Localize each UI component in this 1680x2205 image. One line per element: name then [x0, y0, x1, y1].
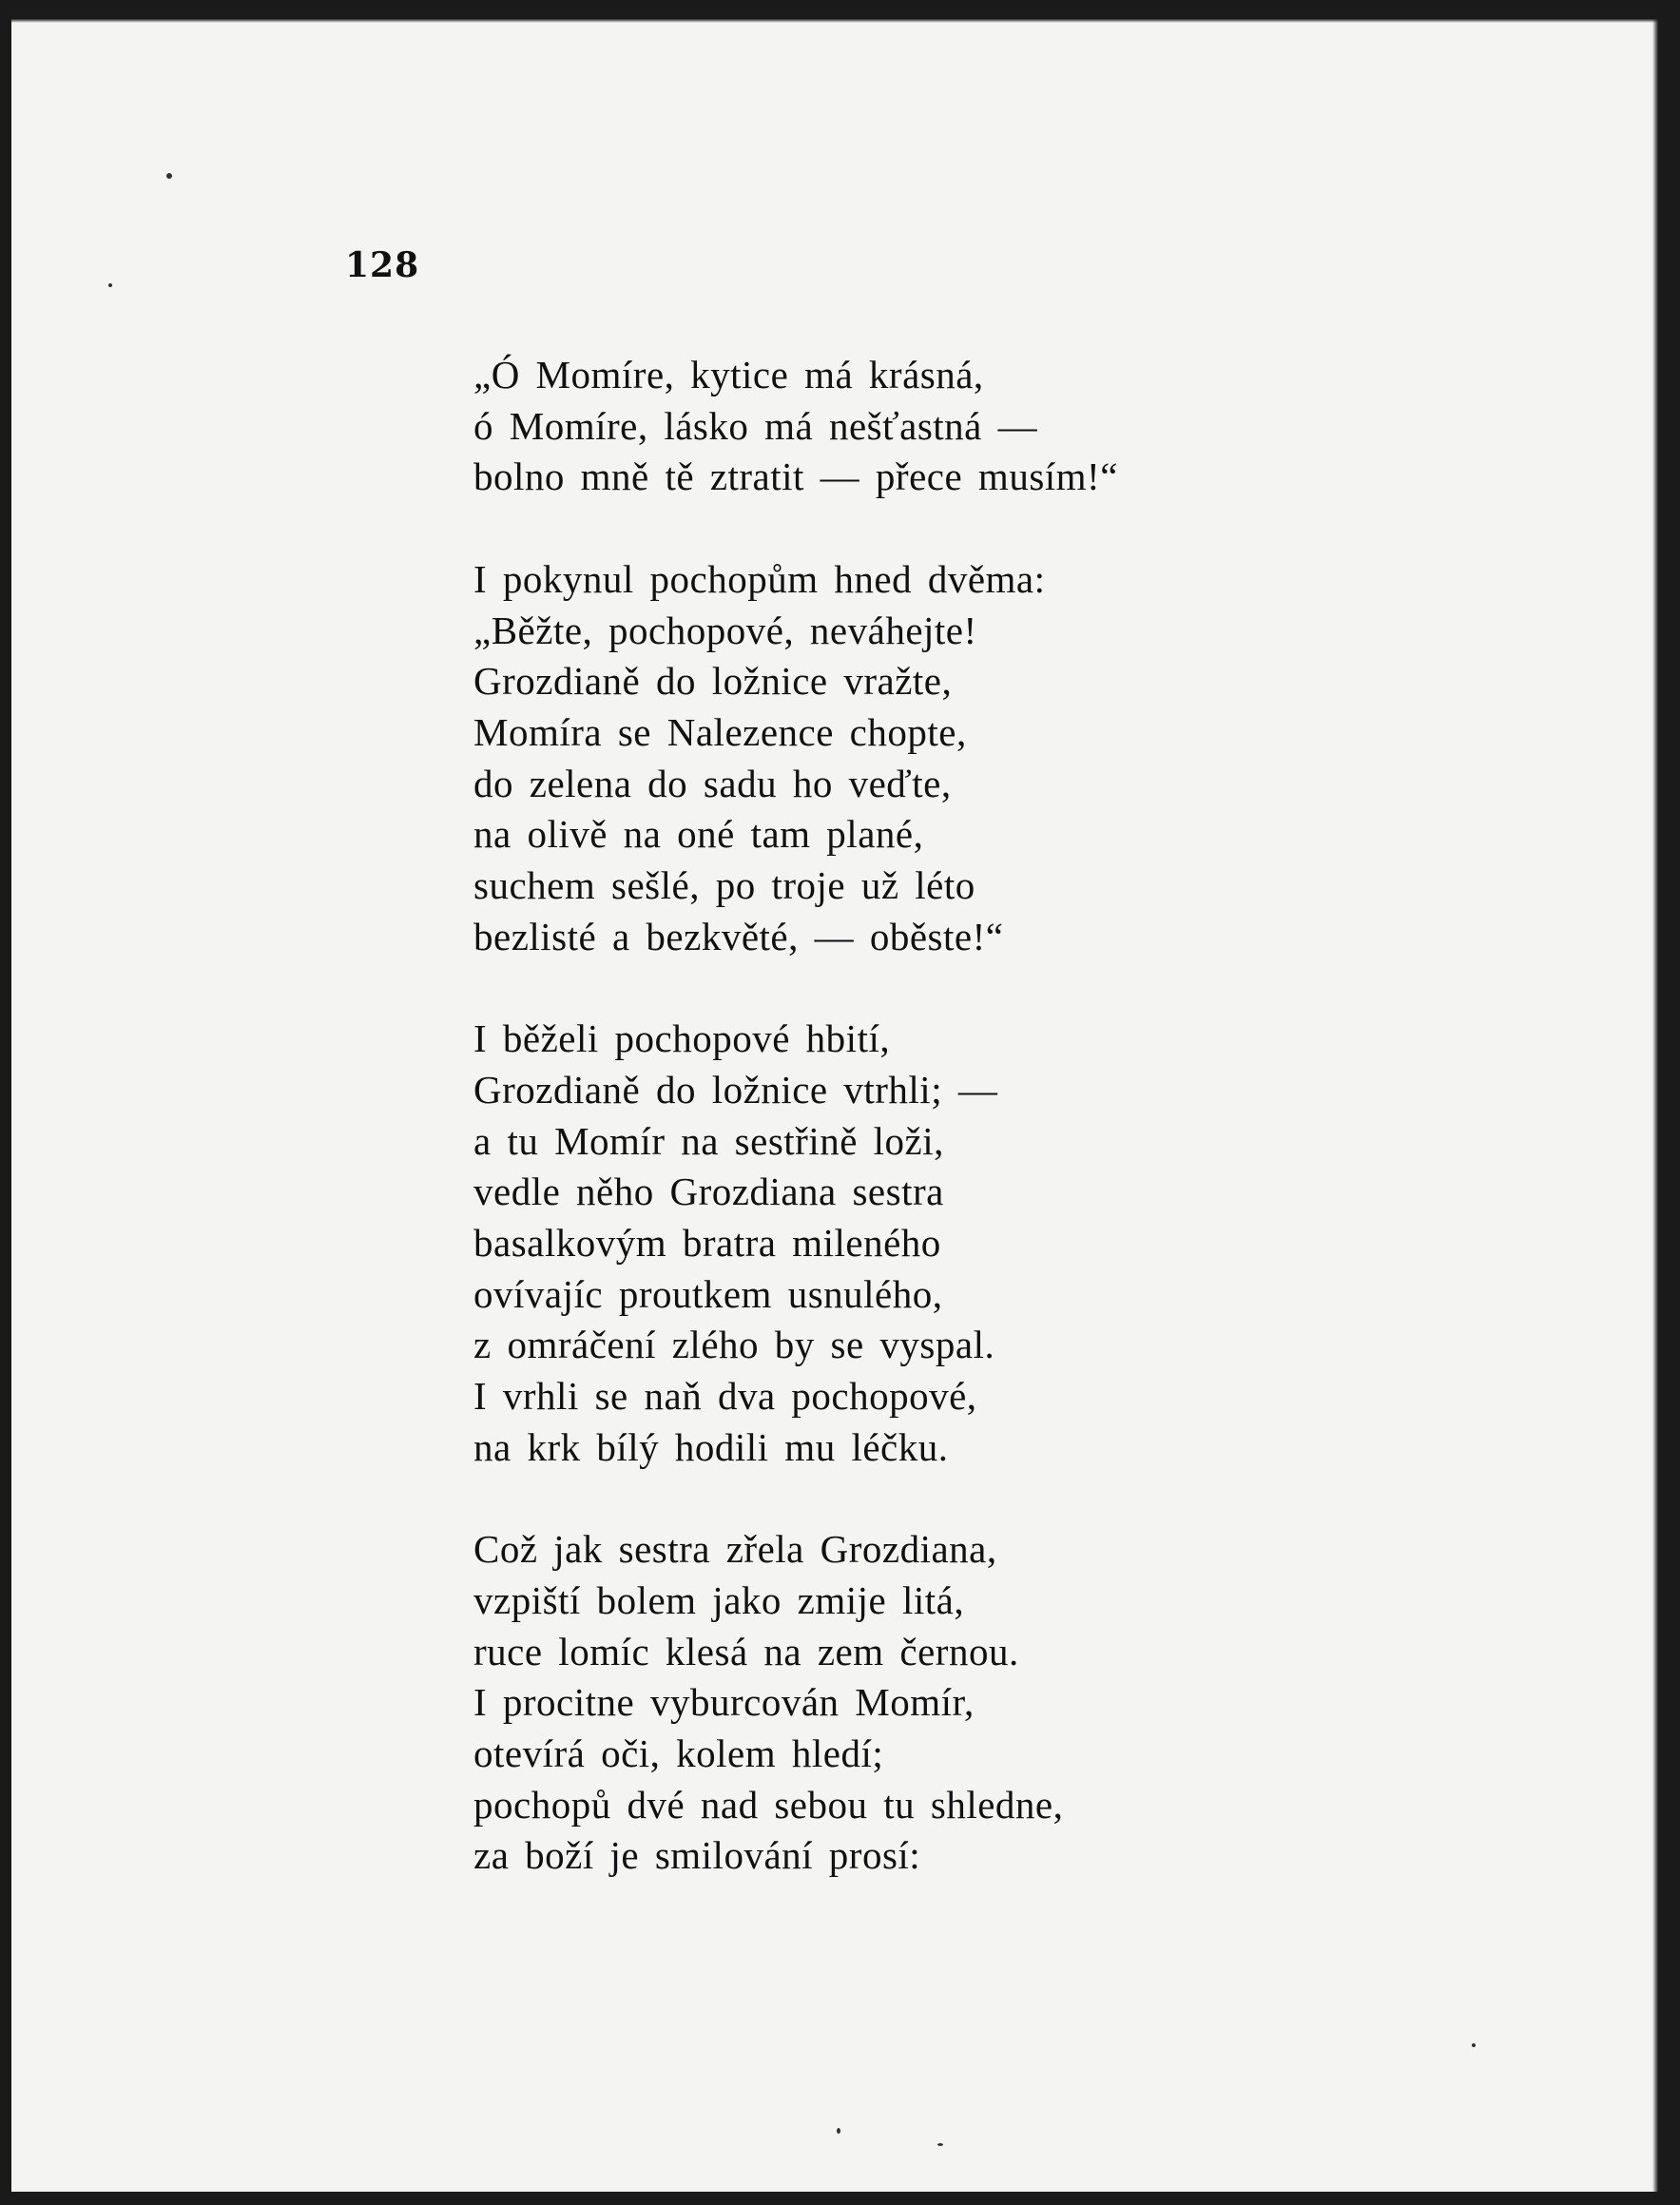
page-number: 128 [345, 245, 420, 285]
page-right-shadow [1652, 19, 1658, 2192]
book-page [11, 19, 1658, 2192]
poem-line: „Běžte, pochopové, neváhejte! [473, 608, 977, 652]
ink-speck [166, 173, 172, 179]
stanza-4 [473, 1524, 1118, 1882]
ink-speck [837, 2128, 840, 2134]
poem-line: basalkovým bratra mileného [473, 1220, 941, 1265]
stanza-1 [473, 350, 1118, 503]
ink-speck [108, 283, 112, 287]
poem-body [473, 350, 1118, 1882]
poem-line: otevírá oči, kolem hledí; [473, 1731, 884, 1775]
ink-speck [937, 2143, 943, 2146]
poem-line: ó Momíre, lásko má nešťastná — [473, 403, 1038, 448]
poem-line: Grozdianě do ložnice vražte, [473, 659, 953, 704]
poem-line: I vrhli se naň dva pochopové, [473, 1374, 977, 1419]
poem-line: za boží je smilování prosí: [473, 1833, 921, 1878]
poem-line: a tu Momír na sestřině loži, [473, 1118, 944, 1163]
poem-line: do zelena do sadu ho veďte, [473, 761, 952, 805]
poem-line: I procitne vyburcován Momír, [473, 1680, 975, 1725]
poem-line: na olivě na oné tam plané, [473, 812, 924, 857]
poem-line: vzpiští bolem jako zmije litá, [473, 1577, 965, 1622]
poem-line: bezlisté a bezkvěté, — oběste!“ [473, 914, 1004, 958]
poem-line: Momíra se Nalezence chopte, [473, 709, 967, 754]
poem-line: ruce lomíc klesá na zem černou. [473, 1629, 1019, 1673]
poem-line: suchem sešlé, po troje už léto [473, 863, 975, 908]
stanza-3 [473, 1014, 1118, 1473]
poem-line: Což jak sestra zřela Grozdiana, [473, 1527, 997, 1572]
poem-line: Grozdianě do ložnice vtrhli; — [473, 1067, 998, 1112]
stanza-2 [473, 554, 1118, 963]
page-top-shadow [11, 19, 1658, 23]
poem-line: vedle něho Grozdiana sestra [473, 1170, 944, 1214]
poem-line: I pokynul pochopům hned dvěma: [473, 556, 1046, 601]
poem-line: pochopů dvé nad sebou tu shledne, [473, 1782, 1064, 1827]
poem-line: ovívajíc proutkem usnulého, [473, 1271, 943, 1316]
poem-line: bolno mně tě ztratit — přece musím!“ [473, 455, 1118, 499]
poem-line: z omráčení zlého by se vyspal. [473, 1323, 995, 1367]
ink-speck [1472, 2043, 1476, 2047]
poem-line: na krk bílý hodili mu léčku. [473, 1424, 949, 1469]
poem-line: I běželi pochopové hbití, [473, 1016, 891, 1061]
poem-line: „Ó Momíre, kytice má krásná, [473, 353, 984, 397]
